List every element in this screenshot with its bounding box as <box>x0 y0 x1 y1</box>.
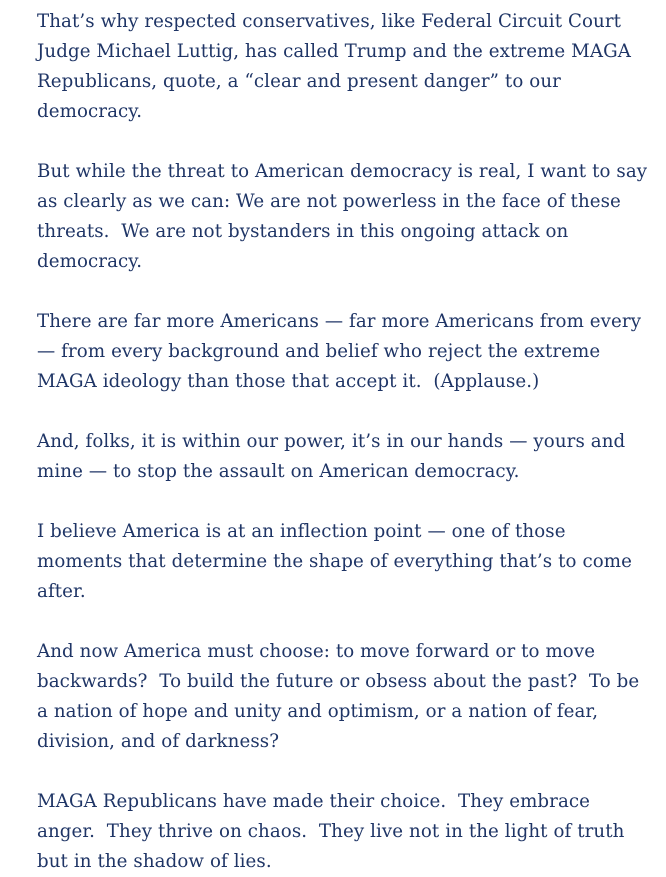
paragraph-maga-choice: MAGA Republicans have made their choice. They embrace anger. They thrive on chaos. They live not in the light of truth but in the shadow of lies. <box>37 791 631 872</box>
paragraph-luttig-quote: That’s why respected conservatives, like Federal Circuit Court Judge Michael Luttig, has called Trump and the extreme MAGA Republicans, quote, a “clear and present danger” to our democracy. <box>37 11 637 122</box>
paragraph-inflection-point: I believe America is at an inflection point — one of those moments that determine the shape of everything that’s to come after. <box>37 521 638 602</box>
paragraph-far-more-americans: There are far more Americans — far more Americans from every — from every background and belief who reject the extreme MAGA ideology than those that accept it. (Applause.) <box>37 311 647 392</box>
paragraph-america-must-choose: And now America must choose: to move forward or to move backwards? To build the future or obsess about the past? To be a nation of hope and unity and optimism, or a nation of fear, division, and of darkness? <box>37 641 646 752</box>
paragraph-within-our-power: And, folks, it is within our power, it’s in our hands — yours and mine — to stop the assault on American democracy. <box>37 431 632 482</box>
speech-transcript <box>37 7 653 877</box>
paragraph-not-powerless: But while the threat to American democracy is real, I want to say as clearly as we can: We are not powerless in the face of these threats. We are not bystanders in this ongoing attack on democracy. <box>37 161 654 272</box>
